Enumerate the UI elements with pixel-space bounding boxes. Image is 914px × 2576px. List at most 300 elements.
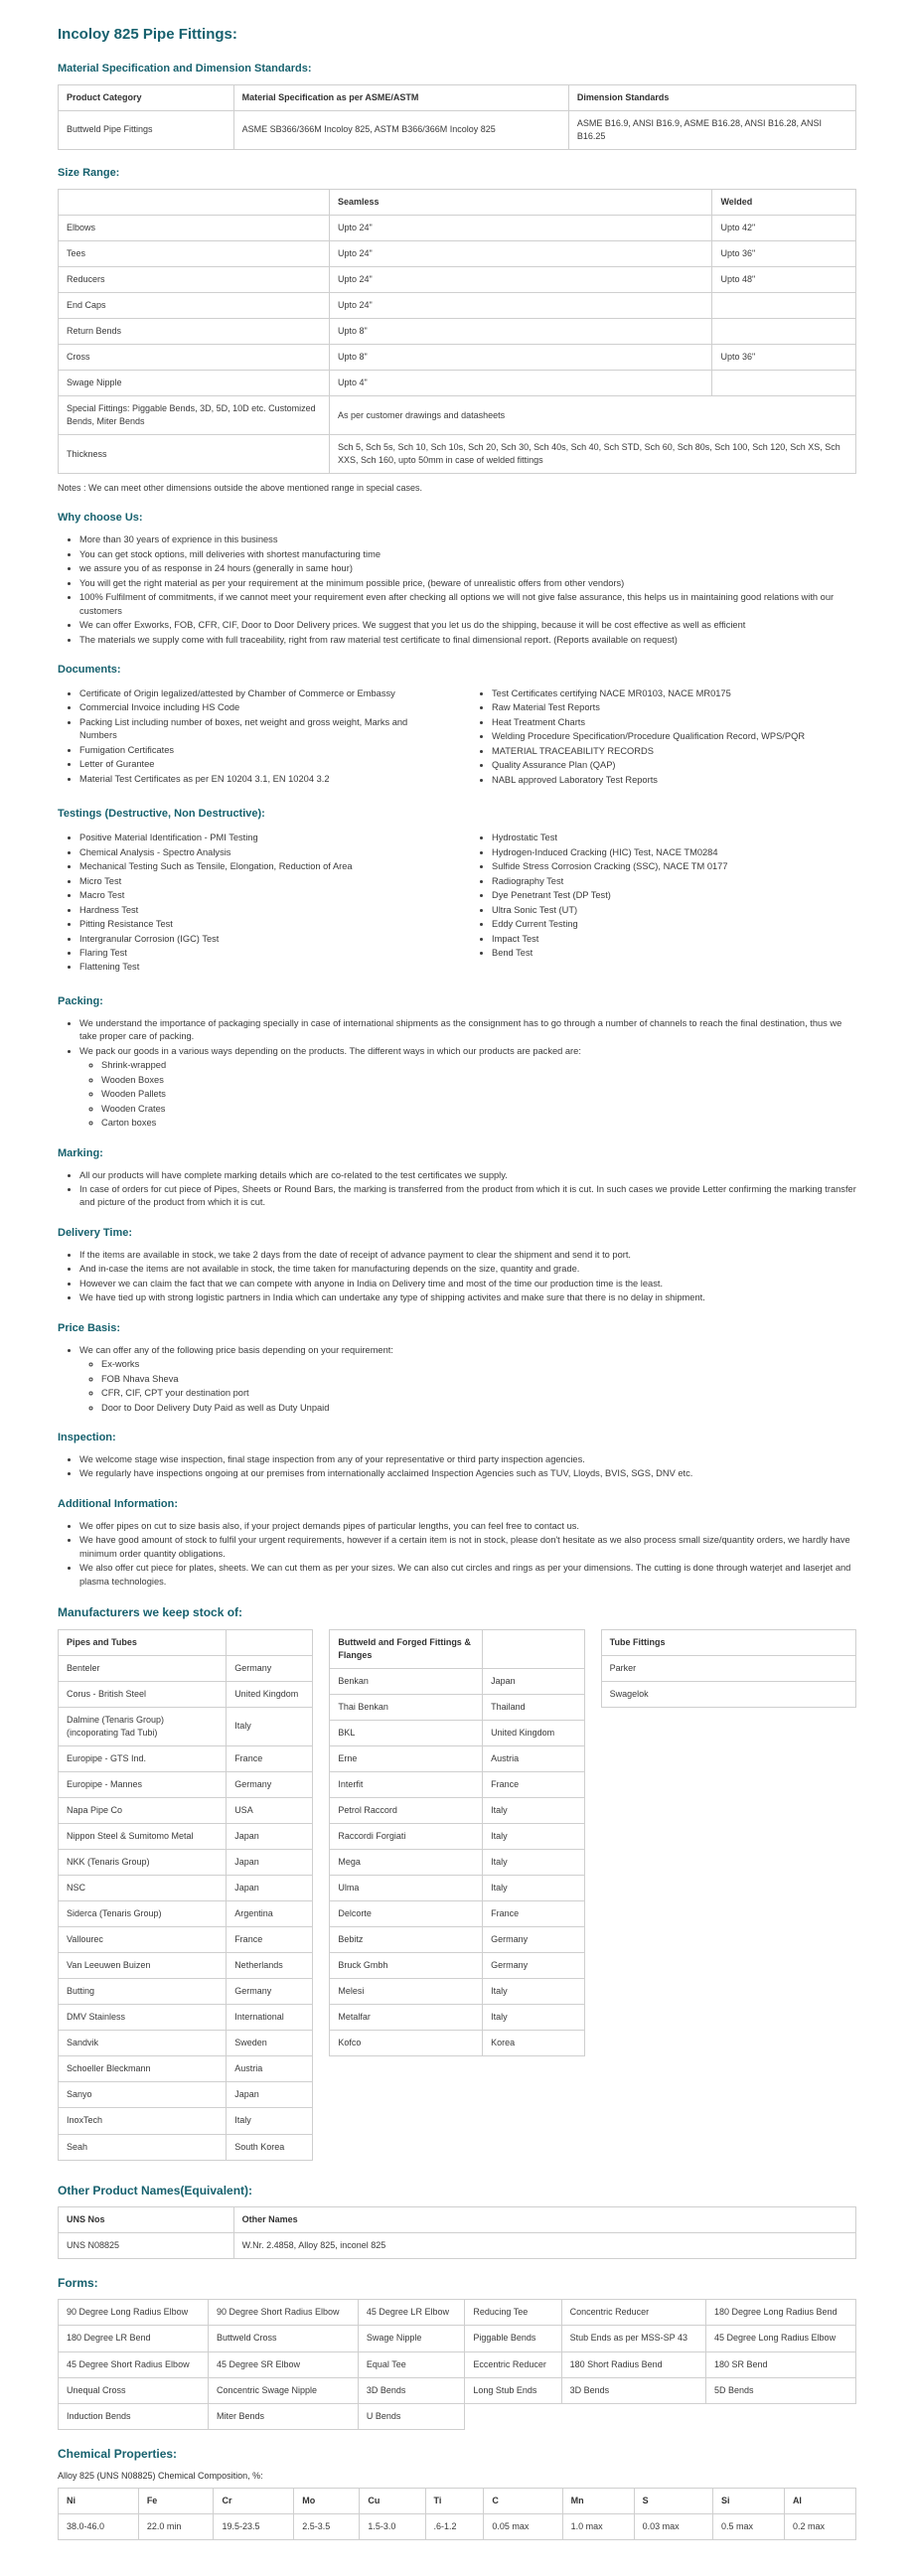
table-header-row <box>59 2206 856 2232</box>
col-blank <box>59 189 330 215</box>
table-row <box>59 1927 313 1953</box>
table-row <box>59 2005 313 2031</box>
list-item: • Raw Material Test Reports <box>492 701 856 714</box>
cell-si: 0.5 max <box>712 2514 784 2540</box>
cell-welded: Upto 48" <box>712 266 856 292</box>
cell-country: International <box>227 2005 313 2031</box>
cell-form: Swage Nipple <box>358 2326 464 2351</box>
cell-cr: 19.5-23.5 <box>214 2514 294 2540</box>
table-row <box>59 435 856 474</box>
list-item: • However we can claim the fact that we can compete with anyone in India on Delivery time and most of the time our production time is the least. <box>79 1278 856 1290</box>
table-row <box>59 2233 856 2259</box>
cell-item: Return Bends <box>59 319 330 345</box>
list-item: • Eddy Current Testing <box>492 918 856 931</box>
packing-list <box>58 1017 856 1131</box>
cell-country: Thailand <box>483 1694 585 1720</box>
cell-maker: Dalmine (Tenaris Group) (incoporating Tad Tubi) <box>59 1707 227 1745</box>
cell-maker: Seah <box>59 2134 227 2160</box>
col-pipes-and-tubes: Pipes and Tubes <box>59 1629 227 1655</box>
table-row <box>59 1876 313 1901</box>
cell-maker: NSC <box>59 1876 227 1901</box>
col-material-spec: Material Specification as per ASME/ASTM <box>233 84 568 110</box>
cell-form: 5D Bends <box>705 2377 855 2403</box>
table-row <box>59 2377 856 2403</box>
cell-seamless: Upto 24" <box>330 215 712 240</box>
cell-maker: Ulma <box>330 1876 483 1901</box>
list-item: • We regularly have inspections ongoing at our premises from internationally acclaimed Inspection Agencies such as TUV, Lloyds, BVIS, SGS, DNV etc. <box>79 1467 856 1480</box>
table-row <box>330 1668 584 1694</box>
why-choose-list <box>58 533 856 647</box>
cell-country: Germany <box>483 1953 585 1979</box>
section-heading-testings: Testings (Destructive, Non Destructive): <box>58 808 265 821</box>
section-heading-why-choose: Why choose Us: <box>58 512 143 525</box>
list-item: • In case of orders for cut piece of Pipes, Sheets or Round Bars, the marking is transferred from the product from which it is cut. In such cases we provide Letter confirming the marking transfer and picture of the product from which it is cut. <box>79 1183 856 1210</box>
cell-item: Tees <box>59 240 330 266</box>
marking-list <box>58 1169 856 1210</box>
cell-maker: Benkan <box>330 1668 483 1694</box>
cell-country: Japan <box>227 1876 313 1901</box>
manufacturers-fittings-flanges-table <box>329 1629 584 2057</box>
cell-seamless: Upto 24" <box>330 240 712 266</box>
cell-form: Long Stub Ends <box>465 2377 561 2403</box>
table-row <box>59 319 856 345</box>
cell-empty <box>561 2403 705 2429</box>
cell-item: Special Fittings: Piggable Bends, 3D, 5D, 10D etc. Customized Bends, Miter Bends <box>59 396 330 435</box>
list-item: • MATERIAL TRACEABILITY RECORDS <box>492 745 856 758</box>
cell-maker: Schoeller Bleckmann <box>59 2056 227 2082</box>
cell-ti: .6-1.2 <box>425 2514 484 2540</box>
list-item: • Packing List including number of boxes, net weight and gross weight, Marks and Numbers <box>79 716 444 743</box>
table-row <box>59 2108 313 2134</box>
list-item: ◦ Carton boxes <box>101 1117 856 1130</box>
packing-sublist <box>79 1059 856 1130</box>
table-row <box>59 2056 313 2082</box>
table-row <box>59 215 856 240</box>
cell-form: 180 Short Radius Bend <box>561 2351 705 2377</box>
manufacturers-tube-fittings-table <box>601 1629 856 1708</box>
table-row <box>330 1850 584 1876</box>
section-heading-delivery-time: Delivery Time: <box>58 1226 133 1239</box>
table-row <box>330 2031 584 2056</box>
section-heading-manufacturers: Manufacturers we keep stock of: <box>58 1605 243 1620</box>
cell-welded <box>712 292 856 318</box>
section-heading-chemical-properties: Chemical Properties: <box>58 2446 178 2461</box>
cell-uns-no: UNS N08825 <box>59 2233 234 2259</box>
list-item: • Hydrogen-Induced Cracking (HIC) Test, NACE TM0284 <box>492 846 856 859</box>
cell-country: Argentina <box>227 1901 313 1927</box>
table-row <box>59 2134 313 2160</box>
list-item: • Quality Assurance Plan (QAP) <box>492 759 856 772</box>
list-item: • You can get stock options, mill deliveries with shortest manufacturing time <box>79 548 856 561</box>
table-row <box>59 1681 313 1707</box>
cell-form: Unequal Cross <box>59 2377 209 2403</box>
cell-country: Italy <box>483 1850 585 1876</box>
list-item: • More than 30 years of exprience in this business <box>79 533 856 546</box>
list-item: • Letter of Gurantee <box>79 758 444 771</box>
list-item: • Impact Test <box>492 933 856 946</box>
list-item: • Pitting Resistance Test <box>79 918 444 931</box>
cell-welded: Upto 42" <box>712 215 856 240</box>
list-item: • You will get the right material as per your requirement at the minimum possible price, (beware of unrealistic offers from other vendors) <box>79 577 856 590</box>
cell-form: 45 Degree Long Radius Elbow <box>705 2326 855 2351</box>
cell-country: Japan <box>227 1850 313 1876</box>
list-item: • Certificate of Origin legalized/attested by Chamber of Commerce or Embassy <box>79 687 444 700</box>
cell-country: France <box>483 1901 585 1927</box>
col-country <box>227 1629 313 1655</box>
list-item: • We also offer cut piece for plates, sheets. We can cut them as per your sizes. We can also cut circles and rings as per your dimensions. The cutting is done through waterjet and laserjet and plasma technologies. <box>79 1562 856 1589</box>
list-item: • Dye Penetrant Test (DP Test) <box>492 889 856 902</box>
cell-form: Eccentric Reducer <box>465 2351 561 2377</box>
table-row <box>59 2082 313 2108</box>
cell-item: Cross <box>59 345 330 371</box>
table-row <box>59 2300 856 2326</box>
cell-country: United Kingdom <box>227 1681 313 1707</box>
list-item: • Fumigation Certificates <box>79 744 444 757</box>
cell-maker: Van Leeuwen Buizen <box>59 1953 227 1979</box>
cell-maker: DMV Stainless <box>59 2005 227 2031</box>
section-heading-documents: Documents: <box>58 664 121 677</box>
list-item: • Macro Test <box>79 889 444 902</box>
cell-seamless: Upto 8" <box>330 319 712 345</box>
table-header-row <box>59 189 856 215</box>
col-s: S <box>634 2489 712 2514</box>
cell-maker: Butting <box>59 1979 227 2005</box>
cell-fe: 22.0 min <box>138 2514 214 2540</box>
cell-country: Austria <box>483 1745 585 1771</box>
documents-list-right <box>470 687 856 787</box>
testings-list-right <box>470 832 856 960</box>
section-heading-packing: Packing: <box>58 994 103 1007</box>
list-item: • We offer pipes on cut to size basis also, if your project demands pipes of particular lengths, you can feel free to contact us. <box>79 1520 856 1533</box>
cell-maker: Erne <box>330 1745 483 1771</box>
col-ni: Ni <box>59 2489 139 2514</box>
list-item: • Bend Test <box>492 947 856 960</box>
list-item: • Chemical Analysis - Spectro Analysis <box>79 846 444 859</box>
list-item: • Test Certificates certifying NACE MR0103, NACE MR0175 <box>492 687 856 700</box>
cell-seamless: Sch 5, Sch 5s, Sch 10, Sch 10s, Sch 20, Sch 30, Sch 40s, Sch 40, Sch STD, Sch 60, Sch 80s, Sch 100, Sch 120, Sch XS, Sch XXS, Sch 160, upto 50mm in case of welded fittings <box>330 435 856 474</box>
cell-maker: Mega <box>330 1850 483 1876</box>
list-item: ◦ Shrink-wrapped <box>101 1059 856 1072</box>
page-title: Incoloy 825 Pipe Fittings: <box>58 26 237 43</box>
chemical-properties-table <box>58 2488 856 2540</box>
cell-cu: 1.5-3.0 <box>360 2514 425 2540</box>
section-heading-marking: Marking: <box>58 1146 103 1159</box>
col-mo: Mo <box>294 2489 360 2514</box>
list-item: • Radiography Test <box>492 875 856 888</box>
list-item: • NABL approved Laboratory Test Reports <box>492 774 856 787</box>
documents-list-left <box>58 687 444 786</box>
table-header-row <box>59 2489 856 2514</box>
price-basis-list <box>58 1344 856 1415</box>
cell-maker: Siderca (Tenaris Group) <box>59 1901 227 1927</box>
table-row <box>59 2326 856 2351</box>
table-row <box>601 1655 855 1681</box>
cell-maker: Melesi <box>330 1979 483 2005</box>
table-row <box>601 1681 855 1707</box>
cell-form: 3D Bends <box>358 2377 464 2403</box>
cell-country: Germany <box>483 1927 585 1953</box>
cell-country: United Kingdom <box>483 1720 585 1745</box>
list-item: • Flattening Test <box>79 961 444 974</box>
cell-maker: Interfit <box>330 1771 483 1797</box>
section-heading-inspection: Inspection: <box>58 1432 116 1444</box>
manufacturers-pipes-tubes-table <box>58 1629 313 2161</box>
table-row <box>330 1745 584 1771</box>
list-item: ◦ Door to Door Delivery Duty Paid as well as Duty Unpaid <box>101 1402 856 1415</box>
cell-item: End Caps <box>59 292 330 318</box>
table-row <box>330 1720 584 1745</box>
cell-form: Piggable Bends <box>465 2326 561 2351</box>
cell-maker: Europipe - Mannes <box>59 1771 227 1797</box>
table-row <box>59 371 856 396</box>
col-welded: Welded <box>712 189 856 215</box>
cell-form: 45 Degree Short Radius Elbow <box>59 2351 209 2377</box>
table-row <box>59 1771 313 1797</box>
cell-item: Elbows <box>59 215 330 240</box>
cell-maker: Delcorte <box>330 1901 483 1927</box>
cell-maker: Nippon Steel & Sumitomo Metal <box>59 1823 227 1849</box>
cell-material-spec: ASME SB366/366M Incoloy 825, ASTM B366/366M Incoloy 825 <box>233 110 568 149</box>
section-heading-other-product-names: Other Product Names(Equivalent): <box>58 2183 253 2197</box>
col-other-names: Other Names <box>233 2206 855 2232</box>
cell-country: Germany <box>227 1771 313 1797</box>
list-item: • Heat Treatment Charts <box>492 716 856 729</box>
cell-maker: BKL <box>330 1720 483 1745</box>
cell-country: Japan <box>483 1668 585 1694</box>
cell-country: Netherlands <box>227 1953 313 1979</box>
list-item: ◦ Wooden Pallets <box>101 1088 856 1101</box>
table-row <box>330 1901 584 1927</box>
cell-item: Swage Nipple <box>59 371 330 396</box>
cell-welded <box>712 319 856 345</box>
cell-maker: Swagelok <box>601 1681 855 1707</box>
table-row <box>330 1694 584 1720</box>
cell-form: 90 Degree Short Radius Elbow <box>208 2300 358 2326</box>
col-al: Al <box>784 2489 855 2514</box>
col-product-category: Product Category <box>59 84 234 110</box>
manufacturers-columns <box>58 1629 856 2167</box>
table-row <box>330 1797 584 1823</box>
table-row <box>59 240 856 266</box>
table-row <box>330 1823 584 1849</box>
cell-country: Italy <box>483 1979 585 2005</box>
price-basis-sublist <box>79 1358 856 1415</box>
list-item: • And in-case the items are not available in stock, the time taken for manufacturing depends on the size, quantity and grade. <box>79 1263 856 1276</box>
table-row <box>59 1953 313 1979</box>
cell-country: Italy <box>483 2005 585 2031</box>
table-row <box>59 1901 313 1927</box>
cell-al: 0.2 max <box>784 2514 855 2540</box>
cell-welded <box>712 371 856 396</box>
cell-maker: Vallourec <box>59 1927 227 1953</box>
list-item: • Flaring Test <box>79 947 444 960</box>
cell-form: Miter Bends <box>208 2403 358 2429</box>
cell-form: 180 SR Bend <box>705 2351 855 2377</box>
cell-country: Italy <box>483 1876 585 1901</box>
table-row <box>59 1823 313 1849</box>
list-item: • All our products will have complete marking details which are co-related to the test certificates we supply. <box>79 1169 856 1182</box>
cell-seamless: Upto 24" <box>330 292 712 318</box>
cell-form: 180 Degree Long Radius Bend <box>705 2300 855 2326</box>
table-row <box>330 1876 584 1901</box>
list-item: • We can offer any of the following price basis depending on your requirement: <box>79 1344 856 1357</box>
section-heading-price-basis: Price Basis: <box>58 1321 120 1334</box>
cell-country: South Korea <box>227 2134 313 2160</box>
cell-form: 180 Degree LR Bend <box>59 2326 209 2351</box>
cell-form: Induction Bends <box>59 2403 209 2429</box>
cell-maker: NKK (Tenaris Group) <box>59 1850 227 1876</box>
cell-seamless: Upto 24" <box>330 266 712 292</box>
cell-c: 0.05 max <box>484 2514 562 2540</box>
col-uns-nos: UNS Nos <box>59 2206 234 2232</box>
table-row <box>59 2514 856 2540</box>
testings-columns <box>58 830 856 979</box>
cell-maker: Bebitz <box>330 1927 483 1953</box>
list-item: • 100% Fulfilment of commitments, if we cannot meet your requirement even after checking all options we will not give false assurance, this helps us in maintaining good relations with our customers <box>79 591 856 618</box>
cell-maker: Sanyo <box>59 2082 227 2108</box>
cell-form: 45 Degree LR Elbow <box>358 2300 464 2326</box>
cell-maker: Petrol Raccord <box>330 1797 483 1823</box>
list-item: • We have good amount of stock to fulfil your urgent requirements, however if a certain item is not in stock, please don't hesitate as we also process small size/quantity orders, we hardly have minimum order quantity obligations. <box>79 1534 856 1561</box>
table-row <box>59 2403 856 2429</box>
cell-country: France <box>227 1745 313 1771</box>
cell-maker: Europipe - GTS Ind. <box>59 1745 227 1771</box>
list-item: • We pack our goods in a various ways depending on the products. The different ways in which our products are packed are: <box>79 1045 856 1058</box>
list-item: ◦ Ex-works <box>101 1358 856 1371</box>
cell-country: Sweden <box>227 2031 313 2056</box>
cell-item: Thickness <box>59 435 330 474</box>
cell-maker: Metalfar <box>330 2005 483 2031</box>
table-row <box>59 2031 313 2056</box>
cell-country: Italy <box>227 1707 313 1745</box>
list-item: • The materials we supply come with full traceability, right from raw material test certificate to final dimensional report. (Reports available on request) <box>79 634 856 647</box>
cell-form: Buttweld Cross <box>208 2326 358 2351</box>
cell-maker: Corus - British Steel <box>59 1681 227 1707</box>
list-item: • Commercial Invoice including HS Code <box>79 701 444 714</box>
col-seamless: Seamless <box>330 189 712 215</box>
cell-country: Italy <box>483 1823 585 1849</box>
table-row <box>330 1979 584 2005</box>
cell-seamless: As per customer drawings and datasheets <box>330 396 856 435</box>
table-row <box>330 2005 584 2031</box>
section-heading-material-spec: Material Specification and Dimension Standards: <box>58 62 312 75</box>
list-item: • We understand the importance of packaging specially in case of international shipments as the consignment has to go through a number of channels to reach the final destination, thus we take proper care of packing. <box>79 1017 856 1044</box>
cell-country: Korea <box>483 2031 585 2056</box>
list-item: • We can offer Exworks, FOB, CFR, CIF, Door to Door Delivery prices. We suggest that you let us do the shipping, because it will be cost effective as well as efficient <box>79 619 856 632</box>
documents-columns <box>58 685 856 791</box>
section-heading-additional-information: Additional Information: <box>58 1497 178 1510</box>
cell-country: Germany <box>227 1655 313 1681</box>
cell-form: 3D Bends <box>561 2377 705 2403</box>
list-item: • Mechanical Testing Such as Tensile, Elongation, Reduction of Area <box>79 860 444 873</box>
cell-country: France <box>227 1927 313 1953</box>
cell-form: 90 Degree Long Radius Elbow <box>59 2300 209 2326</box>
col-mn: Mn <box>562 2489 634 2514</box>
col-fe: Fe <box>138 2489 214 2514</box>
cell-maker: Raccordi Forgiati <box>330 1823 483 1849</box>
cell-maker: Kofco <box>330 2031 483 2056</box>
list-item: • Ultra Sonic Test (UT) <box>492 904 856 917</box>
cell-maker: Napa Pipe Co <box>59 1797 227 1823</box>
inspection-list <box>58 1453 856 1481</box>
list-item: • Welding Procedure Specification/Procedure Qualification Record, WPS/PQR <box>492 730 856 743</box>
cell-maker: InoxTech <box>59 2108 227 2134</box>
col-cr: Cr <box>214 2489 294 2514</box>
cell-country: Italy <box>227 2108 313 2134</box>
cell-empty <box>465 2403 561 2429</box>
list-item: • Micro Test <box>79 875 444 888</box>
table-row <box>59 1745 313 1771</box>
delivery-list <box>58 1249 856 1305</box>
cell-item: Reducers <box>59 266 330 292</box>
list-item: • Positive Material Identification - PMI Testing <box>79 832 444 844</box>
list-item: • we assure you of as response in 24 hours (generally in same hour) <box>79 562 856 575</box>
list-item: ◦ Wooden Boxes <box>101 1074 856 1087</box>
cell-form: Concentric Swage Nipple <box>208 2377 358 2403</box>
cell-maker: Benteler <box>59 1655 227 1681</box>
cell-s: 0.03 max <box>634 2514 712 2540</box>
col-c: C <box>484 2489 562 2514</box>
table-header-row <box>59 1629 313 1655</box>
size-range-table <box>58 189 856 475</box>
cell-maker: Bruck Gmbh <box>330 1953 483 1979</box>
table-row <box>330 1771 584 1797</box>
list-item: ◦ CFR, CIF, CPT your destination port <box>101 1387 856 1400</box>
cell-dimension-standards: ASME B16.9, ANSI B16.9, ASME B16.28, ANSI B16.28, ANSI B16.25 <box>568 110 855 149</box>
cell-seamless: Upto 8" <box>330 345 712 371</box>
cell-maker: Parker <box>601 1655 855 1681</box>
additional-list <box>58 1520 856 1589</box>
list-item: • Intergranular Corrosion (IGC) Test <box>79 933 444 946</box>
col-ti: Ti <box>425 2489 484 2514</box>
cell-seamless: Upto 4" <box>330 371 712 396</box>
section-heading-forms: Forms: <box>58 2276 98 2291</box>
cell-country: Germany <box>227 1979 313 2005</box>
table-row <box>330 1927 584 1953</box>
list-item: • We have tied up with strong logistic partners in India which can undertake any type of shipping activites and make sure that there is no delay in shipment. <box>79 1291 856 1304</box>
list-item: • We welcome stage wise inspection, final stage inspection from any of your representative or third party inspection agencies. <box>79 1453 856 1466</box>
cell-country: France <box>483 1771 585 1797</box>
testings-list-left <box>58 832 444 975</box>
cell-empty <box>705 2403 855 2429</box>
col-country <box>483 1629 585 1668</box>
cell-product-category: Buttweld Pipe Fittings <box>59 110 234 149</box>
list-item: ◦ Wooden Crates <box>101 1103 856 1116</box>
section-heading-size-range: Size Range: <box>58 166 120 179</box>
table-row <box>59 345 856 371</box>
col-dimension-standards: Dimension Standards <box>568 84 855 110</box>
cell-form: Reducing Tee <box>465 2300 561 2326</box>
cell-maker: Sandvik <box>59 2031 227 2056</box>
list-item: • Material Test Certificates as per EN 10204 3.1, EN 10204 3.2 <box>79 773 444 786</box>
cell-ni: 38.0-46.0 <box>59 2514 139 2540</box>
cell-mn: 1.0 max <box>562 2514 634 2540</box>
other-product-names-table <box>58 2206 856 2259</box>
table-row <box>59 1707 313 1745</box>
col-cu: Cu <box>360 2489 425 2514</box>
table-row <box>59 110 856 149</box>
cell-country: USA <box>227 1797 313 1823</box>
table-row <box>59 266 856 292</box>
cell-form: Equal Tee <box>358 2351 464 2377</box>
cell-form: U Bends <box>358 2403 464 2429</box>
cell-other-names: W.Nr. 2.4858, Alloy 825, inconel 825 <box>233 2233 855 2259</box>
material-spec-table <box>58 84 856 150</box>
cell-maker: Thai Benkan <box>330 1694 483 1720</box>
list-item: • Hardness Test <box>79 904 444 917</box>
col-buttweld-forged-fittings-flanges: Buttweld and Forged Fittings & Flanges <box>330 1629 483 1668</box>
table-row <box>59 292 856 318</box>
